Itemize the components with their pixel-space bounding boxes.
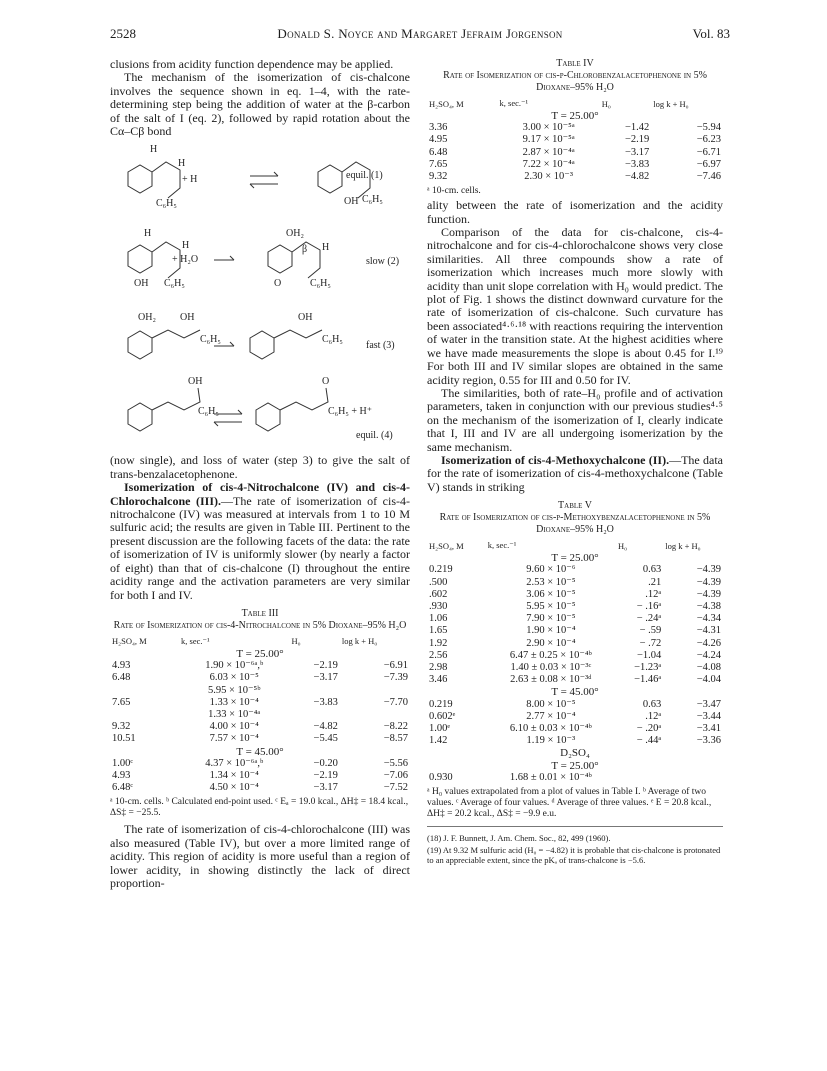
running-authors: Donald S. Noyce and Margaret Jefraim Jorgenson [277, 26, 563, 41]
table-cell: 4.50 × 10⁻⁴ [209, 782, 259, 794]
paragraph: Comparison of the data for cis-chalcone, cis-4-nitrochalcone and for cis-4-chlorochalcone shows very close similarities. All three compounds show a rate of isomerization which increases much more slowly with acidity than unit slope correlation with H₀ would predict. The plot of Fig. 1 shows the distinct downward curvature for the rate of isomerization of cis-chalcone. Such curvature has been associated⁴·⁶·¹⁸ with reactions requiring the intervention of water in the transition state. At the highest acidities where we have made measurements the slope is about 0.45 for I.¹⁹ For both III and IV similar slopes are obtained in the same acidity region, 0.55 for III and 0.50 for IV. [427, 225, 723, 387]
table-row [110, 721, 410, 733]
table-cell: .12ᵃ [645, 710, 662, 722]
table-cell: 0.219 [429, 564, 453, 576]
table-cell: −3.83 [624, 158, 650, 170]
table-cell: −3.17 [624, 146, 650, 158]
table-cell: 2.98 [429, 661, 448, 673]
table-iv [427, 97, 723, 183]
reference-item: (18) J. F. Bunnett, J. Am. Chem. Soc., 82, 499 (1960). [427, 833, 611, 844]
reference-item: (19) At 9.32 M sulfuric acid (H₀ = −4.82) it is probable that cis-chalcone is protonated to an appreciable extent, since the pKₐ of trans-chalcone is −5.6. [427, 845, 721, 866]
temperature-label: T = 25.00° [236, 647, 284, 660]
scheme-label: H [182, 240, 190, 252]
col-header: log k + H₀ [665, 540, 701, 551]
table-cell: 3.00 × 10⁻⁵ᵃ [522, 122, 575, 134]
temperature-row [427, 747, 723, 759]
table-cell: .602 [429, 588, 448, 600]
table-cell: 7.65 [112, 696, 131, 708]
table-cell: −4.04 [696, 674, 721, 686]
table-cell [616, 772, 663, 784]
temperature-row [427, 552, 723, 564]
running-header [110, 26, 730, 44]
table-cell: 7.22 × 10⁻⁴ᵃ [522, 158, 575, 170]
table-cell: −4.38 [696, 600, 721, 612]
scheme-label: OH [180, 312, 195, 324]
table-cell: − .24ᵃ [636, 613, 662, 625]
table-cell: −8.22 [383, 721, 408, 733]
benzene-ring [256, 403, 280, 431]
temperature-row [427, 760, 723, 772]
table-cell: 1.40 ± 0.03 × 10⁻³ᶜ [510, 661, 592, 673]
table-cell: 0.63 [642, 564, 662, 576]
table-row [110, 709, 410, 721]
table-cell: −8.57 [383, 733, 408, 745]
table-cell: 9.17 × 10⁻⁵ᵃ [522, 134, 575, 146]
table-row [427, 735, 723, 747]
paragraph: The similarities, both of rate–H₀ profile and of activation parameters, taken in conjunction with our previous studies⁴·⁵ on the mechanism of the isomerization of I, clearly indicate that I, III and IV are all undergoing isomerization by the same mechanism. [427, 385, 723, 454]
table-caption: Rate of Isomerization of cis-4-Nitrochalcone in 5% Dioxane–95% H₂O [113, 619, 407, 631]
table-footnote: ᵃ H₀ values extrapolated from a plot of values in Table I. ᵇ Average of two values. ᶜ Average of four values. ᵈ Average of three values. ᵉ E = 20.8 kcal., ΔH‡ = 20.2 kcal., ΔS‡ = −9.9 e.u. [427, 787, 712, 820]
page-number: 2528 [110, 26, 136, 41]
table-cell: .930 [429, 600, 448, 612]
table-cell: 9.60 × 10⁻⁶ [526, 564, 576, 576]
table-cell: 4.95 [429, 134, 448, 146]
table-cell [110, 709, 179, 721]
table-cell: −1.42 [624, 122, 650, 134]
temperature-row [110, 648, 410, 660]
table-cell: 7.90 × 10⁻⁵ [526, 613, 576, 625]
table-cell: −4.24 [696, 649, 721, 661]
paragraph: (now single), and loss of water (step 3) to give the salt of trans-benzalacetophenone. [110, 453, 410, 481]
table-caption: Rate of Isomerization of cis-p-Chlorobenzalacetophenone in 5% Dioxane–95% H₂O [443, 70, 707, 93]
scheme-label: OH [298, 312, 313, 324]
table-cell: −3.41 [696, 723, 721, 734]
table-row [427, 577, 723, 589]
section-body: —The data for the rate of isomerization of cis-4-methoxychalcone (Table V) stands in striking [427, 452, 723, 494]
table-cell: 2.30 × 10⁻³ [524, 171, 574, 183]
paragraph: The mechanism of the isomerization of cis-chalcone involves the sequence shown in eq. 1–4, with the rate-determining step being the addition of water at the β-carbon of the salt of I (eq. 2), followed by rapid rotation about the Cα–Cβ bond [110, 70, 410, 139]
table-cell: − .72 [639, 637, 662, 649]
table-cell: −5.45 [313, 733, 338, 745]
col-header: H₀ [601, 98, 611, 109]
table-row [110, 697, 410, 709]
col-header: log k + H₀ [341, 636, 378, 647]
table-row [110, 782, 410, 794]
table-cell: −4.39 [696, 564, 721, 576]
table-row [110, 733, 410, 745]
benzene-ring [128, 403, 152, 431]
scheme-label: + H₂O [172, 254, 199, 266]
col-header: H₂SO₄, M [112, 636, 147, 647]
table-row [427, 589, 723, 601]
benzene-ring [318, 165, 342, 193]
table-cell: .12ᵃ [645, 588, 662, 600]
table-cell: 3.06 × 10⁻⁵ [526, 588, 576, 600]
table-cell: 1.06 [429, 613, 448, 625]
table-cell: −4.82 [624, 171, 650, 183]
table-row [427, 134, 723, 146]
table-cell: −2.19 [313, 660, 338, 672]
table-cell: 2.87 × 10⁻⁴ᵃ [522, 146, 575, 158]
volume-label: Vol. 83 [692, 26, 730, 41]
benzene-ring [128, 331, 152, 359]
table-v [427, 539, 723, 784]
table-cell [289, 709, 339, 721]
table-cell: 6.48ᶜ [112, 782, 134, 794]
table-row [110, 758, 410, 770]
reaction-scheme-drawing [110, 140, 410, 452]
table-cell: 6.47 ± 0.25 × 10⁻⁴ᵇ [509, 649, 592, 661]
table-cell: −3.47 [696, 698, 721, 710]
scheme-label: OH₂ [138, 312, 156, 324]
table-cell: − .20ᵃ [636, 723, 662, 734]
temperature-row [427, 686, 723, 698]
scheme-label: + H [182, 174, 198, 186]
col-header: k, sec.⁻¹ [499, 98, 529, 108]
table-cell: 0.930 [429, 771, 453, 783]
benzene-ring [268, 245, 292, 273]
table-cell: 1.19 × 10⁻³ [526, 735, 576, 747]
table-cell: 6.10 ± 0.03 × 10⁻⁴ᵇ [509, 723, 592, 734]
scheme-label: O [274, 278, 282, 290]
temperature-label: T = 45.00° [551, 686, 599, 699]
table-title: Table III [241, 607, 279, 619]
table-cell: 5.95 × 10⁻⁵ᵇ [207, 684, 261, 696]
references [427, 826, 723, 865]
scheme-label: equil. (4) [356, 430, 393, 442]
table-cell: −4.34 [696, 613, 721, 625]
col-header: H₀ [291, 636, 301, 647]
benzene-ring [128, 165, 152, 193]
left-column [110, 58, 410, 890]
table-cell: −6.97 [696, 158, 721, 170]
table-row [110, 672, 410, 684]
table-row [427, 772, 723, 784]
table-cell: 9.32 [429, 171, 448, 183]
scheme-label: β [302, 244, 308, 256]
table-cell: 6.48 [112, 672, 131, 684]
table-cell: 6.03 × 10⁻⁵ [209, 672, 259, 684]
table-row [427, 159, 723, 171]
table-cell: −6.71 [696, 146, 721, 158]
table-row [427, 723, 723, 735]
table-cell: − .59 [639, 625, 662, 637]
temperature-label: T = 25.00° [551, 110, 599, 122]
table-cell: −1.23ᵃ [634, 661, 662, 673]
table-cell: 1.68 ± 0.01 × 10⁻⁴ᵇ [509, 771, 592, 783]
table-cell: 1.33 × 10⁻⁴ᵃ [208, 708, 261, 720]
table-row [427, 171, 723, 183]
col-header: k, sec.⁻¹ [181, 635, 210, 646]
scheme-label: OH [188, 376, 203, 388]
table-cell: 2.77 × 10⁻⁴ [526, 710, 576, 722]
scheme-label: OH₂ [286, 228, 304, 240]
benzene-ring [250, 331, 274, 359]
table-cell: −1.04 [636, 649, 662, 661]
table-cell: 0.63 [642, 698, 662, 710]
scheme-label: O [322, 376, 330, 388]
table-cell [289, 685, 339, 697]
table-cell [110, 685, 179, 697]
scheme-label: H [144, 228, 152, 240]
table-cell [663, 772, 723, 784]
table-cell: −4.08 [696, 661, 721, 673]
table-cell: 4.93 [112, 660, 131, 672]
table-caption: Rate of Isomerization of cis-p-Methoxybenzalacetophenone in 5% Dioxane–95% H₂O [439, 512, 711, 536]
table-cell: 4.00 × 10⁻⁴ [209, 721, 259, 733]
benzene-ring [128, 245, 152, 273]
table-cell: 1.65 [429, 625, 448, 637]
scheme-label: C₆H₅ [310, 278, 331, 290]
section-heading: Isomerization of cis-4-Methoxychalcone (II). [441, 452, 670, 467]
temperature-label: D₂SO₄ [560, 747, 590, 760]
table-cell: 0.219 [429, 698, 453, 710]
table-cell: −4.82 [313, 721, 338, 733]
scheme-label: C₆H₅ [200, 334, 221, 346]
table-footnote: ᵃ 10-cm. cells. ᵇ Calculated end-point used. ᶜ Eₐ = 19.0 kcal., ΔH‡ = 18.4 kcal., ΔS‡ = −25.5. [110, 797, 409, 819]
table-row [427, 625, 723, 637]
table-cell: −6.23 [696, 134, 721, 146]
table-cell: 1.92 [429, 637, 448, 649]
table-cell: 5.95 × 10⁻⁵ [526, 600, 576, 612]
col-header: H₂SO₄, M [429, 540, 464, 551]
table-cell: 3.46 [429, 674, 448, 686]
table-cell: 6.48 [429, 146, 448, 158]
table-row [110, 770, 410, 782]
table-cell: .21 [648, 576, 662, 588]
table-cell: 7.57 × 10⁻⁴ [209, 733, 259, 745]
table-cell: 1.42 [429, 735, 448, 747]
table-row [427, 613, 723, 625]
table-cell: 1.90 × 10⁻⁴ [526, 625, 576, 637]
scheme-label: OH [344, 196, 359, 208]
scheme-label: equil. (1) [346, 170, 383, 182]
table-cell: 1.90 × 10⁻⁶ᵃ,ᵇ [205, 660, 264, 672]
table-cell [340, 685, 410, 697]
table-cell: −3.83 [313, 696, 338, 708]
col-header: log k + H₀ [653, 98, 689, 109]
table-cell: −3.17 [313, 672, 338, 684]
paragraph: clusions from acidity function dependence may be applied. [110, 57, 394, 71]
scheme-label: slow (2) [366, 256, 400, 268]
section-paragraph [427, 454, 723, 494]
table-cell: 7.65 [429, 158, 448, 170]
scheme-label: fast (3) [366, 340, 395, 352]
table-cell: 1.34 × 10⁻⁴ [209, 769, 259, 781]
table-cell: 2.90 × 10⁻⁴ [526, 637, 576, 649]
table-iii [110, 635, 410, 794]
table-cell: 2.53 × 10⁻⁵ [526, 576, 576, 588]
table-cell: 1.33 × 10⁻⁴ [209, 696, 259, 708]
table-row [427, 699, 723, 711]
scheme-label: C₆H₅ [362, 194, 383, 206]
table-title: Table IV [556, 58, 594, 69]
table-cell: −5.56 [383, 757, 408, 769]
section-heading: Isomerization of cis-4-Nitrochalcone (IV) and cis-4-Chlorochalcone (III). [110, 480, 410, 508]
table-row [427, 122, 723, 134]
section-paragraph [110, 481, 410, 602]
table-cell: −2.19 [624, 134, 650, 146]
temperature-row [427, 110, 723, 122]
scheme-label: C₆H₅ [198, 406, 219, 418]
scheme-label: C₆H₅ [156, 198, 177, 210]
table-cell: −7.39 [383, 672, 408, 684]
temperature-label: T = 45.00° [236, 745, 284, 758]
table-row [427, 662, 723, 674]
table-cell: −1.46ᵃ [634, 674, 662, 686]
table-cell: 10.51 [112, 733, 136, 745]
temperature-row [110, 746, 410, 758]
table-cell: − .44ᵃ [636, 735, 662, 747]
table-cell: −7.06 [383, 769, 408, 781]
table-cell: 4.37 × 10⁻⁶ᵃ,ᵇ [205, 757, 264, 769]
table-cell: −4.31 [696, 625, 721, 637]
table-row [427, 147, 723, 159]
table-footnote: ᵃ 10-cm. cells. [427, 186, 481, 197]
table-cell: −7.46 [696, 171, 721, 183]
table-cell: −3.17 [313, 782, 338, 794]
table-row [110, 685, 410, 697]
table-cell: −4.39 [696, 576, 721, 588]
table-row [427, 638, 723, 650]
table-cell: − .16ᵃ [636, 600, 662, 612]
scheme-label: H [178, 158, 186, 170]
table-row [427, 711, 723, 723]
table-cell: 1.00ᶜ [112, 757, 134, 769]
table-row [427, 601, 723, 613]
table-cell: −2.19 [313, 769, 338, 781]
table-cell: −3.36 [696, 735, 721, 747]
table-cell: 0.602ᵉ [429, 710, 456, 722]
table-cell: 3.36 [429, 122, 448, 134]
table-cell: 8.00 × 10⁻⁵ [526, 698, 576, 710]
temperature-label: T = 25.00° [551, 552, 599, 565]
table-cell: 2.63 ± 0.08 × 10⁻³ᵈ [510, 674, 592, 686]
table-row [110, 660, 410, 672]
table-cell: 1.00ᵉ [429, 723, 451, 734]
col-header: k, sec.⁻¹ [487, 540, 517, 551]
col-header: H₀ [617, 540, 628, 551]
paragraph: The rate of isomerization of cis-4-chlorochalcone (III) was also measured (Table IV), but over a more limited range of acidity. This region of acidity is more useful than a region of lower acidity, in showing distinctly the lack of direct proportion- [110, 822, 410, 890]
scheme-label: H [322, 242, 330, 254]
table-row [427, 650, 723, 662]
reaction-scheme [110, 140, 410, 452]
scheme-label: C₆H₅ [164, 278, 185, 290]
table-title: Table V [558, 500, 592, 512]
scheme-label: OH [134, 278, 149, 290]
table-cell: −3.44 [696, 710, 721, 722]
table-cell: 9.32 [112, 721, 131, 733]
table-cell: 4.93 [112, 769, 131, 781]
scheme-label: C₆H₅ [322, 334, 343, 346]
table-cell: .500 [429, 576, 448, 588]
table-cell: −7.52 [383, 782, 408, 794]
right-column [427, 58, 723, 867]
section-body: —The rate of isomerization of cis-4-nitrochalcone (IV) was measured at intervals from 1 to 10 M sulfuric acid; the results are given in Table III. Pertinent to the present discussion are the following facets of the data: the rate of isomerization of IV is uniformly slower (by nearly a factor of eight) than that of cis-chalcone (I) throughout the entire acidity range and the activation parameters are very similar for both I and IV. [110, 493, 410, 602]
table-cell: 2.56 [429, 649, 448, 661]
table-cell: −0.20 [313, 757, 338, 769]
table-cell: −7.70 [383, 696, 408, 708]
paragraph: ality between the rate of isomerization and the acidity function. [427, 198, 723, 226]
temperature-label: T = 25.00° [551, 759, 599, 772]
table-cell: −6.91 [383, 660, 408, 672]
table-cell: −4.26 [696, 637, 721, 649]
scheme-label: H [150, 144, 158, 156]
table-cell [340, 709, 410, 721]
table-cell: −5.94 [696, 122, 721, 134]
table-cell: −4.39 [696, 588, 721, 600]
scheme-label: C₆H₅ + H⁺ [328, 406, 373, 418]
table-row [427, 674, 723, 686]
col-header: H₂SO₄, M [429, 98, 464, 109]
table-row [427, 564, 723, 576]
